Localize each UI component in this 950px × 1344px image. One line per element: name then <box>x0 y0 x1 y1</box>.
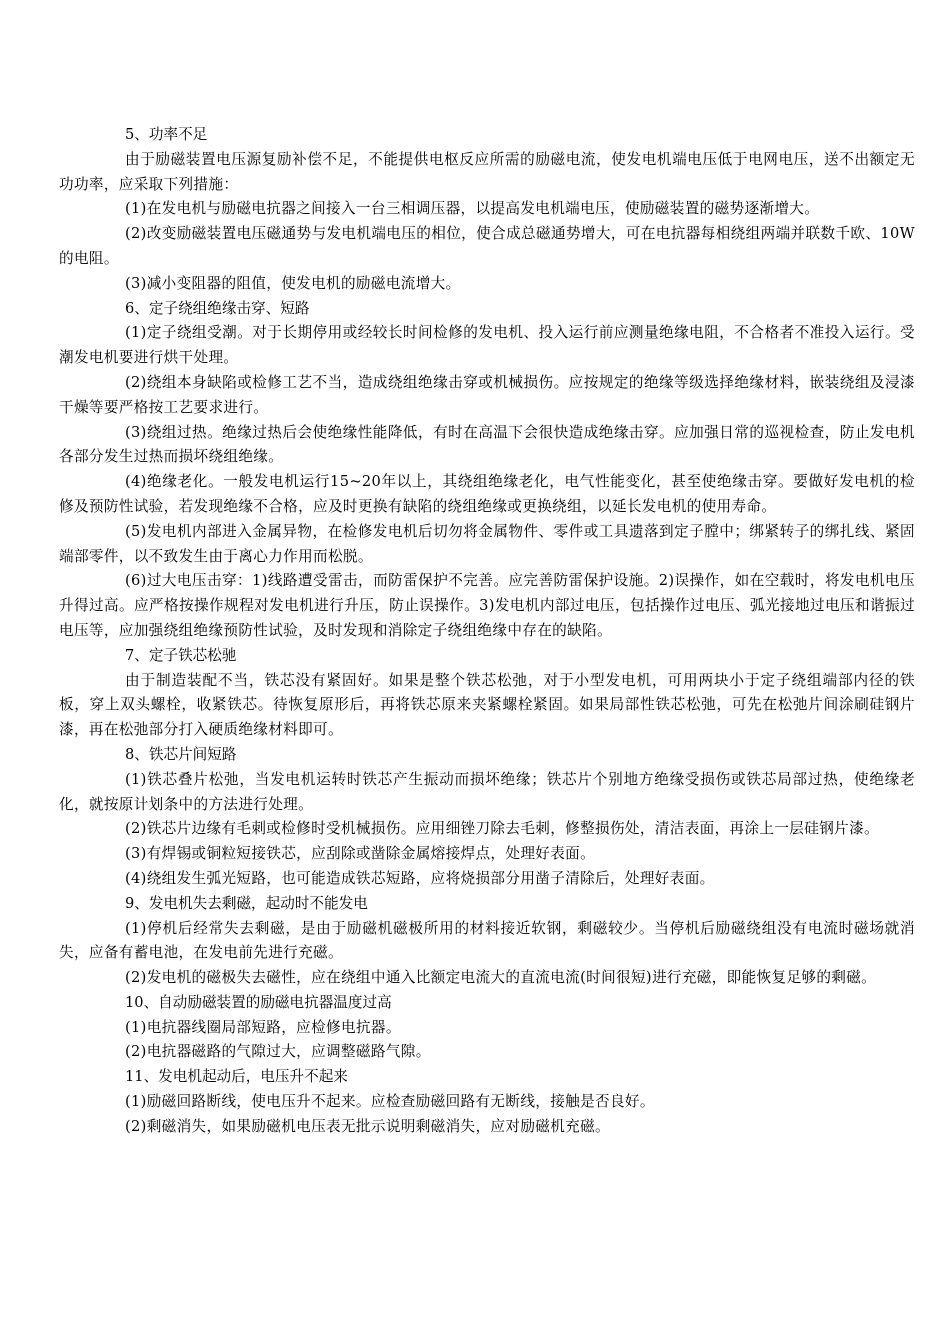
paragraph: (4)绝缘老化。一般发电机运行15~20年以上，其绕组绝缘老化，电气性能变化，甚至使绝缘击穿。要做好发电机的检修及预防性试验，若发现绝缘不合格，应及时更换有缺陷的绕组绝缘或更换绕组，以延长发电机的使用寿命。 <box>59 473 915 515</box>
paragraph: (1)电抗器线圈局部短路，应检修电抗器。 <box>125 1018 401 1036</box>
paragraph: (1)铁芯叠片松弛，当发电机运转时铁芯产生振动而损坏绝缘；铁芯片个别地方绝缘受损伤或铁芯局部过热，使绝缘老化，就按原计划条中的方法进行处理。 <box>59 770 915 813</box>
section-heading-core-short: 8、铁芯片间短路 <box>125 745 237 763</box>
paragraph: (1)定子绕组受潮。对于长期停用或经较长时间检修的发电机、投入运行前应测量绝缘电阻，不合格者不准投入运行。受潮发电机要进行烘干处理。 <box>59 324 915 367</box>
paragraph: 由于制造装配不当，铁芯没有紧固好。如果是整个铁芯松弛，对于小型发电机，可用两块小于定子绕组端部内径的铁板，穿上双头螺栓，收紧铁芯。待恢复原形后，再将铁芯原来夹紧螺栓紧固。如果局部性铁芯松弛，可先在松弛片间涂刷硅钢片漆，再在松弛部分打入硬质绝缘材料即可。 <box>59 671 915 739</box>
section-heading-stator-core-loose: 7、定子铁芯松驰 <box>125 646 237 664</box>
section-heading-stator-insulation: 6、定子绕组绝缘击穿、短路 <box>125 299 310 317</box>
paragraph: (3)有焊锡或铜粒短接铁芯，应刮除或凿除金属熔接焊点，处理好表面。 <box>125 845 596 863</box>
section-heading-reactor-overheat: 10、自动励磁装置的励磁电抗器温度过高 <box>125 993 392 1011</box>
paragraph: (2)铁芯片边缘有毛刺或检修时受机械损伤。应用细锉刀除去毛刺，修整损伤处，清洁表面，再涂上一层硅钢片漆。 <box>125 820 879 838</box>
paragraph: (1)在发电机与励磁电抗器之间接入一台三相调压器，以提高发电机端电压，使励磁装置的磁势逐渐增大。 <box>125 200 820 218</box>
paragraph: (1)励磁回路断线，使电压升不起来。应检查励磁回路有无断线，接触是否良好。 <box>125 1093 655 1111</box>
paragraph: (6)过大电压击穿：1)线路遭受雷击，而防雷保护不完善。应完善防雷保护设施。2)误操作，如在空载时，将发电机电压升得过高。应严格按操作规程对发电机进行升压，防止误操作。3)发电机内部过电压，包括操作过电压、弧光接地过电压和谐振过电压等，应加强绕组绝缘预防性试验，及时发现和消除定子绕组绝缘中存在的缺陷。 <box>59 572 915 639</box>
paragraph: (5)发电机内部进入金属异物，在检修发电机后切勿将金属物件、零件或工具遗落到定子膛中；绑紧转子的绑扎线、紧固端部零件，以不致发生由于离心力作用而松脱。 <box>59 522 915 565</box>
paragraph: (1)停机后经常失去剩磁，是由于励磁机磁极所用的材料接近软钢，剩磁较少。当停机后励磁绕组没有电流时磁场就消失，应备有蓄电池，在发电前先进行充磁。 <box>59 919 915 962</box>
paragraph: (2)改变励磁装置电压磁通势与发电机端电压的相位，使合成总磁通势增大，可在电抗器每相绕组两端并联数千欧、10W的电阻。 <box>59 225 915 267</box>
paragraph: 由于励磁装置电压源复励补偿不足，不能提供电枢反应所需的励磁电流，使发电机端电压低于电网电压，送不出额定无功功率，应采取下列措施： <box>59 150 915 193</box>
paragraph: (3)绕组过热。绝缘过热后会使绝缘性能降低，有时在高温下会很快造成绝缘击穿。应加强日常的巡视检查，防止发电机各部分发生过热而损坏绕组绝缘。 <box>59 423 915 466</box>
section-heading-residual-magnetism: 9、发电机失去剩磁，起动时不能发电 <box>125 894 368 912</box>
section-heading-voltage-not-rising: 11、发电机起动后，电压升不起来 <box>125 1068 348 1086</box>
paragraph: (2)剩磁消失，如果励磁机电压表无批示说明剩磁消失，应对励磁机充磁。 <box>125 1117 610 1135</box>
paragraph: (3)减小变阻器的阻值，使发电机的励磁电流增大。 <box>125 274 461 292</box>
paragraph: (4)绕组发生弧光短路，也可能造成铁芯短路，应将烧损部分用凿子清除后，处理好表面。 <box>125 869 715 887</box>
document-body <box>59 123 915 1140</box>
paragraph: (2)发电机的磁极失去磁性，应在绕组中通入比额定电流大的直流电流(时间很短)进行充磁，即能恢复足够的剩磁。 <box>125 969 877 987</box>
paragraph: (2)电抗器磁路的气隙过大，应调整磁路气隙。 <box>125 1043 431 1061</box>
section-heading-power-shortage: 5、功率不足 <box>125 126 208 143</box>
paragraph: (2)绕组本身缺陷或检修工艺不当，造成绕组绝缘击穿或机械损伤。应按规定的绝缘等级选择绝缘材料，嵌装绕组及浸漆干燥等要严格按工艺要求进行。 <box>59 373 915 416</box>
